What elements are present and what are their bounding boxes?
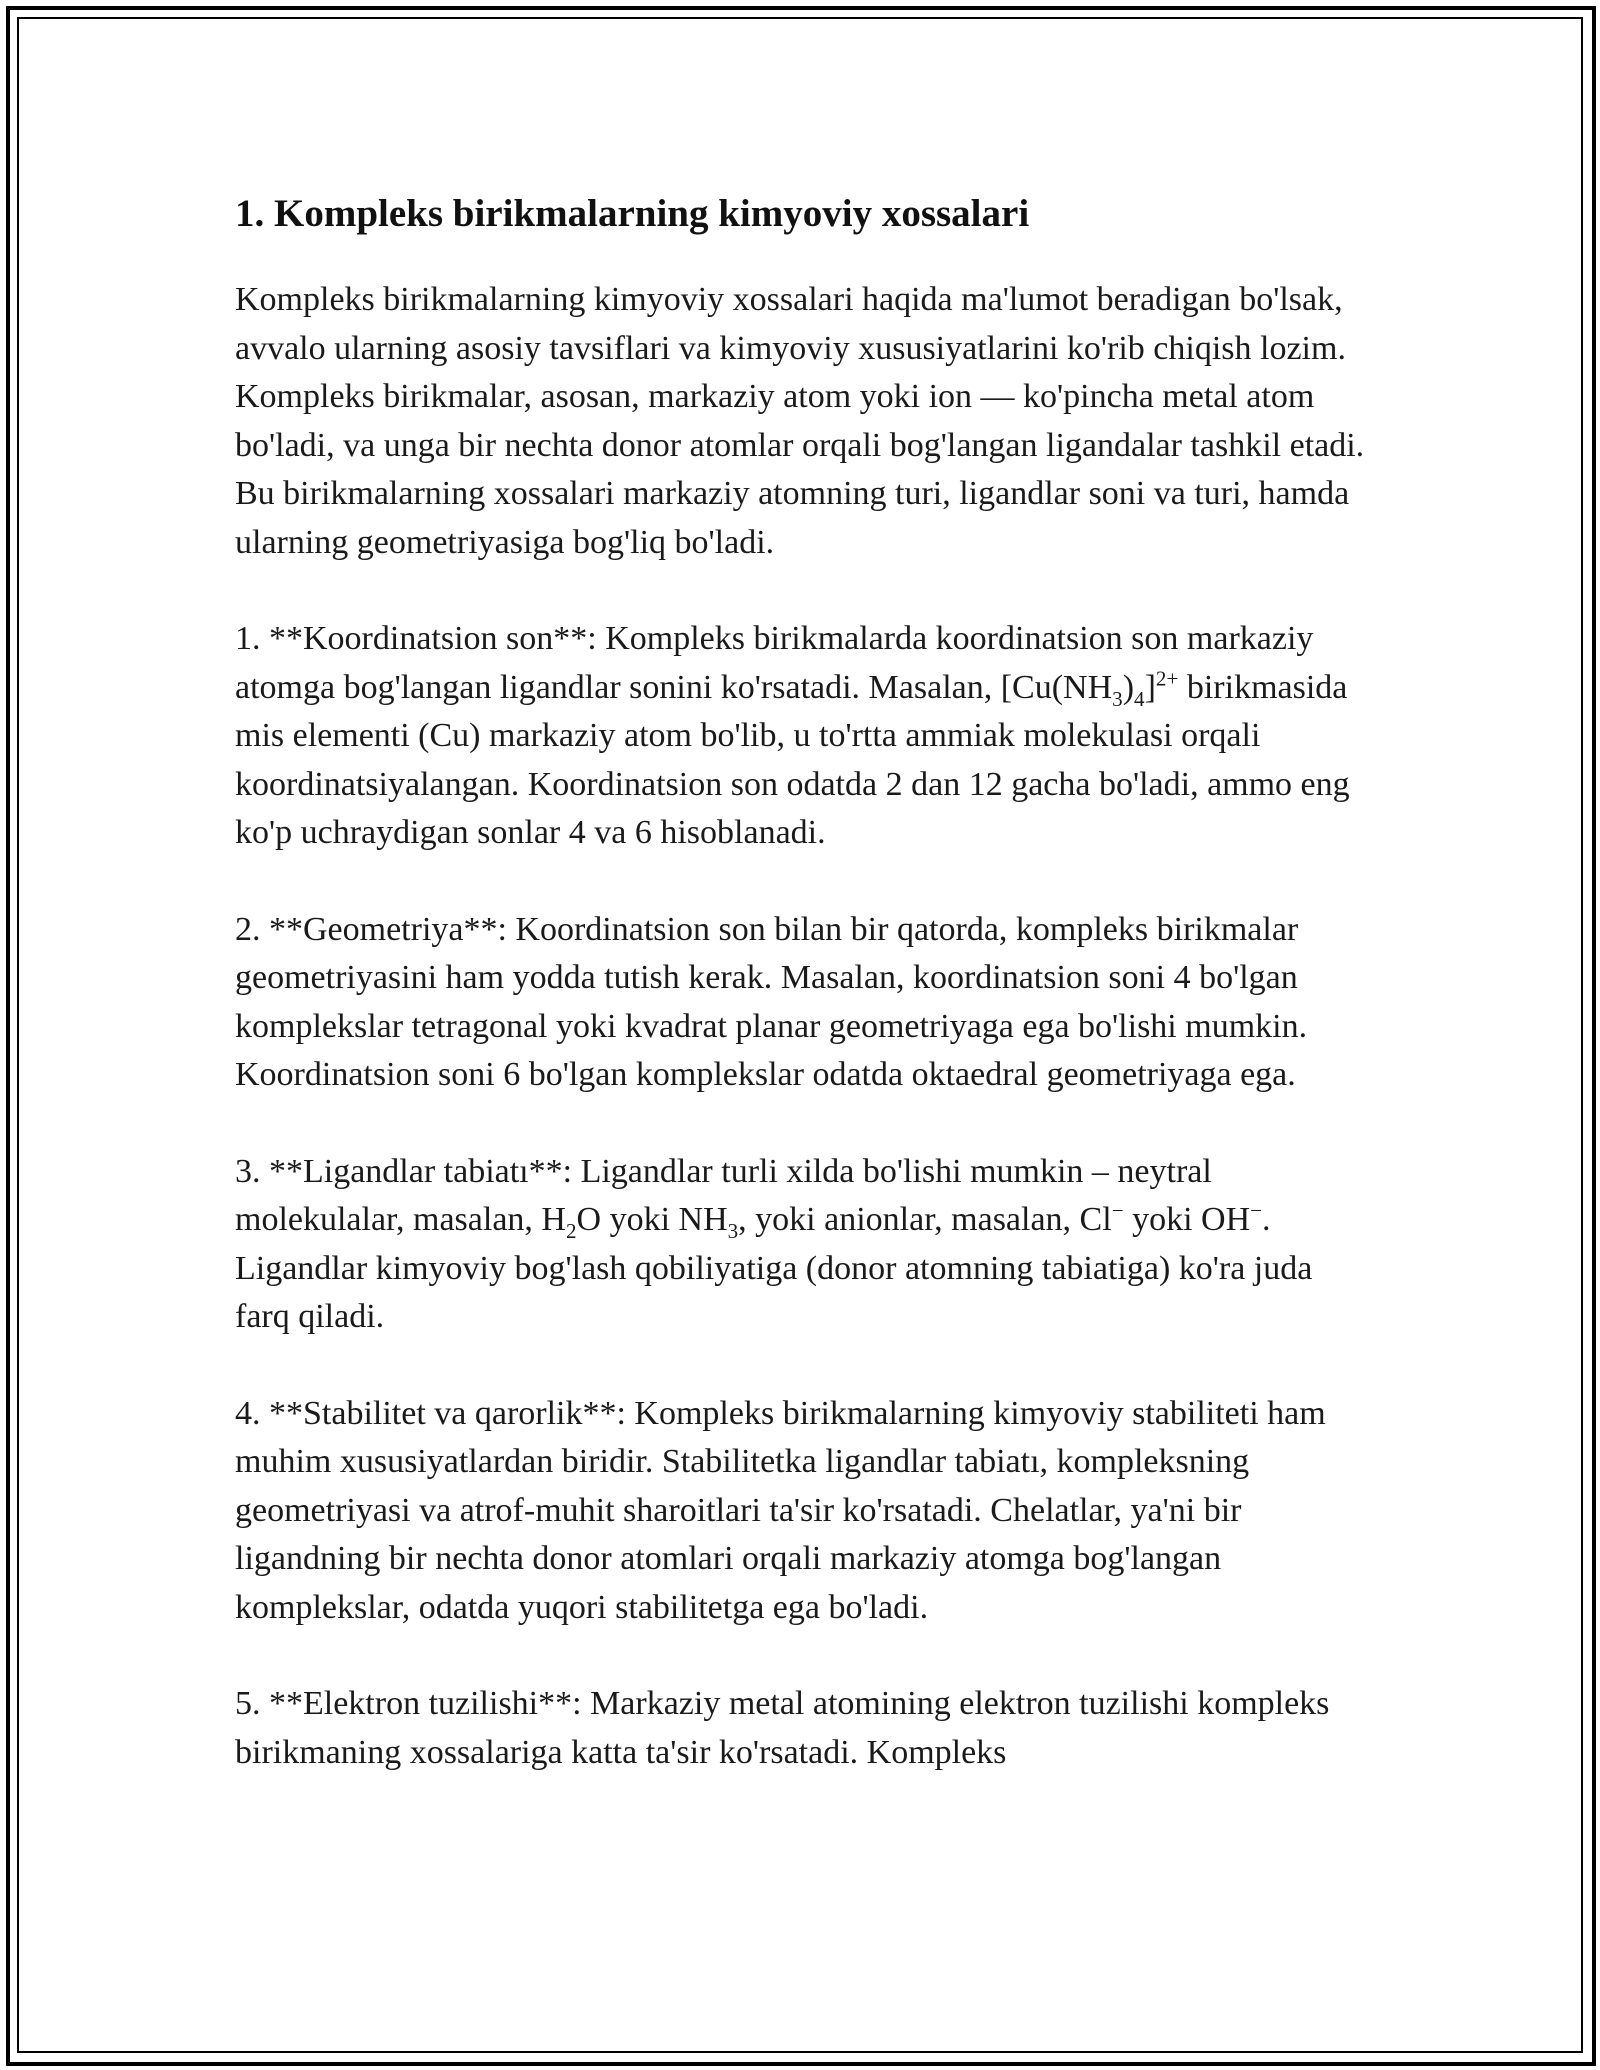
item3-text-mid3: yoki OH bbox=[1123, 1201, 1251, 1238]
item1-text-lead: 1. **Koordinatsion son**: Kompleks birikmalarda koordinatsion son markaziy atomga bog'langan ligandlar sonini ko'rsatadi. Masalan, [Cu(NH bbox=[235, 620, 1314, 706]
item3-superscript-oh-charge: − bbox=[1250, 1198, 1263, 1223]
page-title: 1. Kompleks birikmalarning kimyoviy xossalari bbox=[235, 192, 1030, 235]
item3-subscript-h2o: 2 bbox=[565, 1218, 577, 1243]
item3-subscript-nh3: 3 bbox=[727, 1218, 739, 1243]
item3-text-rest: . Ligandlar kimyoviy bog'lash qobiliyatiga (donor atomning tabiatiga) ko'ra juda farq qiladi. bbox=[235, 1201, 1313, 1335]
item3-text-mid2: , yoki anionlar, masalan, Cl bbox=[738, 1201, 1112, 1238]
item3-superscript-cl-charge: − bbox=[1111, 1198, 1124, 1223]
item3-text-lead: 3. **Ligandlar tabiatı**: Ligandlar turli xilda bo'lishi mumkin – neytral molekulalar, masalan, H bbox=[235, 1152, 1212, 1238]
item3-text-mid1: O yoki NH bbox=[576, 1201, 728, 1238]
item1-subscript-nh3: 3 bbox=[1112, 686, 1123, 711]
item1-text-rest: birikmasida mis elementi (Cu) markaziy atom bo'lib, u to'rtta ammiak molekulasi orqali koordinatsiyalangan. Koordinatsion son odatda 2 dan 12 gacha bo'ladi, ammo eng ko'p uchraydigan sonlar 4 va 6 hisoblanadi. bbox=[235, 668, 1350, 851]
document-body bbox=[235, 186, 1375, 1825]
list-item-electron-structure: 5. **Elektron tuzilishi**: Markaziy metal atomining elektron tuzilishi kompleks birikmaning xossalariga katta ta'sir ko'rsatadi. Kompleks bbox=[235, 1685, 1330, 1771]
list-item-stability: 4. **Stabilitet va qarorlik**: Kompleks birikmalarning kimyoviy stabiliteti ham muhim xususiyatlardan biridir. Stabilitetka ligandlar tabiatı, kompleksning geometriyasi va atrof-muhit sharoitlari ta'sir ko'rsatadi. Chelatlar, ya'ni bir ligandning bir nechta donor atomlari orqali markaziy atomga bog'langan komplekslar, odatda yuqori stabilitetga ega bo'ladi. bbox=[235, 1394, 1326, 1626]
item1-text-mid1: ) bbox=[1122, 668, 1135, 706]
list-item-coordination-number bbox=[235, 615, 1375, 858]
list-item-geometry: 2. **Geometriya**: Koordinatsion son bilan bir qatorda, kompleks birikmalar geometriyasini ham yodda tutish kerak. Masalan, koordinatsion soni 4 bo'lgan komplekslar tetragonal yoki kvadrat planar geometriyaga ega bo'lishi mumkin. Koordinatsion soni 6 bo'lgan komplekslar odatda oktaedral geometriyaga ega. bbox=[235, 910, 1308, 1093]
item1-subscript-count: 4 bbox=[1134, 686, 1145, 711]
item1-superscript-charge: 2+ bbox=[1155, 666, 1179, 691]
item1-text-mid2: ] bbox=[1144, 668, 1156, 706]
list-item-ligand-nature bbox=[235, 1148, 1375, 1342]
intro-paragraph: Kompleks birikmalarning kimyoviy xossalari haqida ma'lumot beradigan bo'lsak, avvalo ularning asosiy tavsiflari va kimyoviy xususiyatlarini ko'rib chiqish lozim. Kompleks birikmalar, asosan, markaziy atom yoki ion — ko'pincha metal atom bo'ladi, va unga bir nechta donor atomlar orqali bog'langan ligandalar tashkil etadi. Bu birikmalarning xossalari markaziy atomning turi, ligandlar soni va turi, hamda ularning geometriyasiga bog'liq bo'ladi. bbox=[235, 281, 1365, 561]
